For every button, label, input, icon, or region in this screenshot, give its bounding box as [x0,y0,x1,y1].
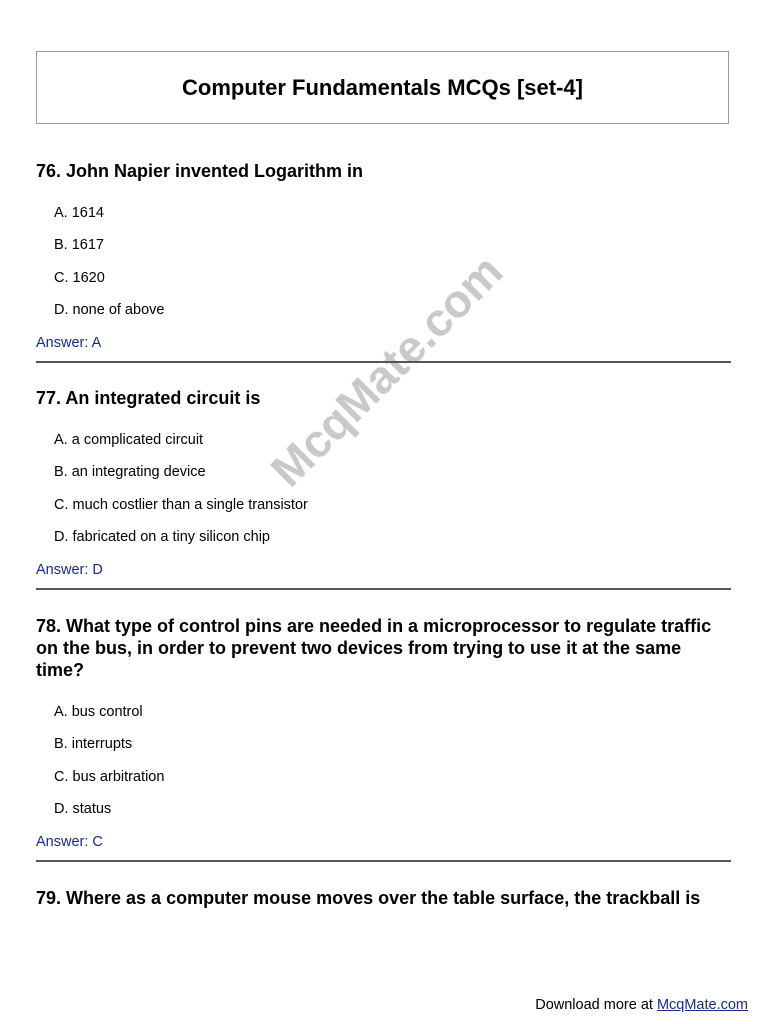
option-d: D. status [54,801,112,818]
option-c: C. bus arbitration [54,768,165,785]
option-a: A. bus control [54,704,143,720]
divider [36,361,731,363]
option-a: A. a complicated circuit [54,432,204,448]
footer-link[interactable]: McqMate.com [656,997,748,1013]
option-d: D. fabricated on a tiny silicon chip [54,529,270,546]
divider [36,588,731,590]
answer: Answer: D [36,561,103,578]
options-list [36,703,732,833]
option-c: C. much costlier than a single transistor [54,496,308,513]
question-text: 78. What type of control pins are needed in a microprocessor to regulate traffic on the bus, in order to prevent two devices from trying to use it at the same time? [36,616,712,680]
watermark: McqMate.com [260,244,513,497]
option-d: D. none of above [54,302,165,319]
question-77 [36,387,732,579]
option-c: C. 1620 [54,269,105,286]
option-b: B. an integrating device [54,464,206,481]
option-b: B. 1617 [54,237,104,254]
option-a: A. 1614 [54,205,104,221]
options-list [36,431,732,561]
footer [535,997,748,1013]
question-78 [36,615,732,851]
question-text: 77. An integrated circuit is [36,388,261,408]
page-title: Computer Fundamentals MCQs [set-4] [182,74,583,100]
answer: Answer: A [36,334,102,351]
options-list [36,204,732,334]
question-text: 76. John Napier invented Logarithm in [36,161,364,181]
option-b: B. interrupts [54,736,133,753]
divider [36,860,731,862]
question-79 [36,887,732,909]
footer-text: Download more at [535,997,657,1013]
question-76 [36,160,732,352]
answer: Answer: C [36,833,103,850]
question-text: 79. Where as a computer mouse moves over the table surface, the trackball is [36,888,701,908]
title-box [36,51,729,124]
